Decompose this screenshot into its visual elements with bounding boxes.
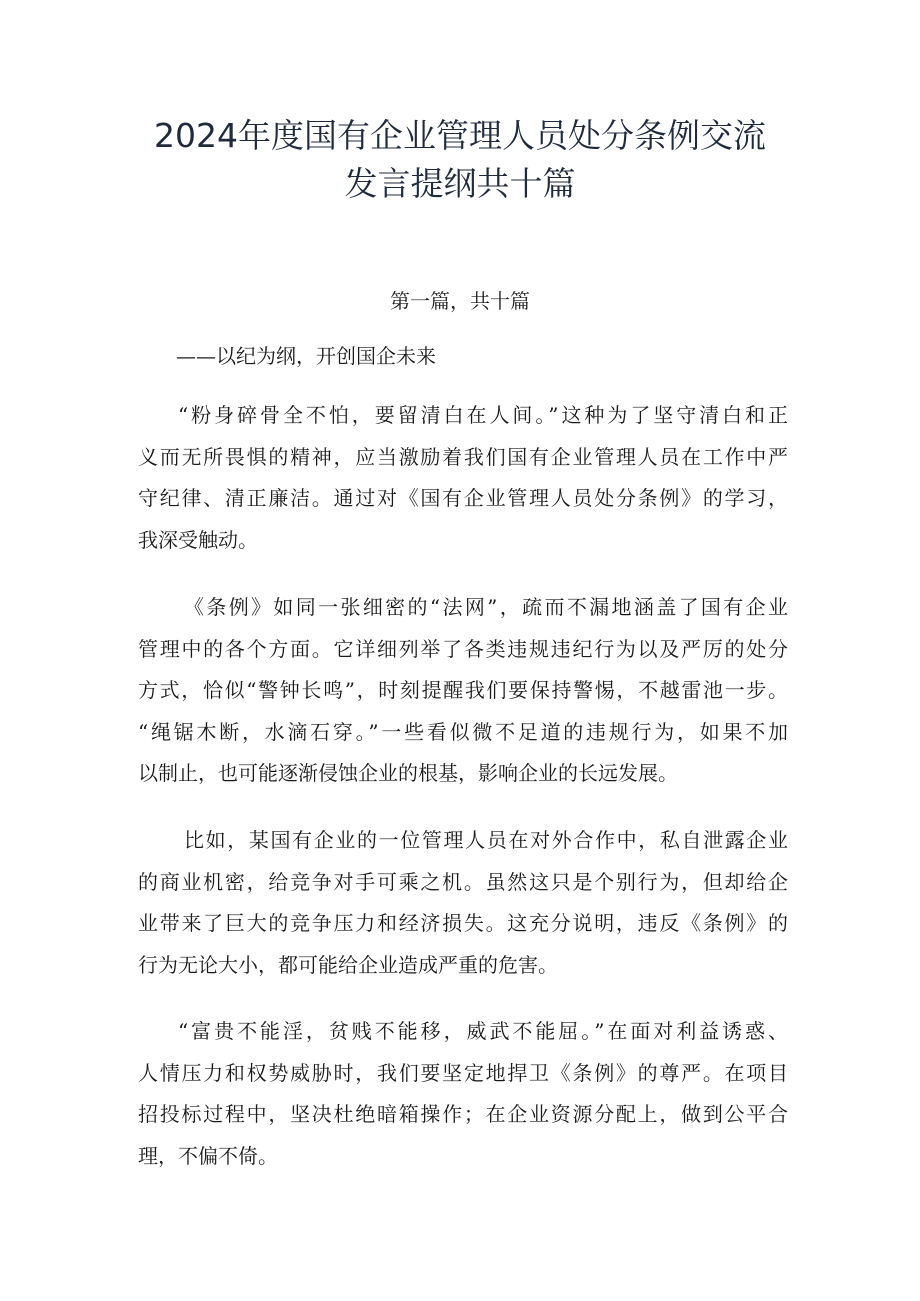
document-title	[0, 112, 920, 208]
paragraph-line: 行为无论大小，都可能给企业造成严重的危害。	[138, 952, 558, 977]
paragraph-line: 招投标过程中，坚决杜绝暗箱操作；在企业资源分配上，做到公平合	[138, 1102, 788, 1126]
paragraph-line: “粉身碎骨全不怕，要留清白在人间。”这种为了坚守清白和正	[178, 403, 788, 427]
section-subtitle: ——以纪为纲，开创国企未来	[176, 344, 436, 368]
paragraph-line: 以制止，也可能逐渐侵蚀企业的根基，影响企业的长远发展。	[138, 761, 678, 785]
paragraph-4	[138, 1011, 788, 1177]
paragraph-2	[138, 587, 788, 795]
paragraph-line: 比如，某国有企业的一位管理人员在对外合作中，私自泄露企业	[184, 828, 788, 852]
paragraph-line: 《条例》如同一张细密的“法网”，疏而不漏地涵盖了国有企业	[184, 595, 788, 619]
paragraph-line: “绳锯木断，水滴石穿。”一些看似微不足道的违规行为，如果不加	[138, 719, 788, 744]
paragraph-1	[138, 395, 788, 561]
paragraph-3	[138, 820, 788, 986]
paragraph-line: 我深受触动。	[138, 527, 258, 552]
section-heading: 第一篇，共十篇	[390, 289, 530, 313]
paragraph-line: “富贵不能淫，贫贱不能移，威武不能屈。”在面对利益诱惑、	[178, 1019, 788, 1043]
paragraph-line: 方式，恰似“警钟长鸣”，时刻提醒我们要保持警惕，不越雷池一步。	[138, 678, 788, 702]
paragraph-line: 管理中的各个方面。它详细列举了各类违规违纪行为以及严厉的处分	[138, 636, 788, 661]
paragraph-line: 理，不偏不倚。	[138, 1143, 278, 1168]
title-line-2: 发言提纲共十篇	[344, 164, 576, 203]
paragraph-line: 守纪律、清正廉洁。通过对《国有企业管理人员处分条例》的学习，	[138, 486, 788, 510]
title-line-1: 2024年度国有企业管理人员处分条例交流	[154, 116, 766, 155]
paragraph-line: 人情压力和权势威胁时，我们要坚定地捍卫《条例》的尊严。在项目	[138, 1060, 788, 1085]
paragraph-line: 义而无所畏惧的精神，应当激励着我们国有企业管理人员在工作中严	[138, 444, 788, 469]
paragraph-line: 业带来了巨大的竞争压力和经济损失。这充分说明，违反《条例》的	[138, 911, 788, 935]
paragraph-line: 的商业机密，给竞争对手可乘之机。虽然这只是个别行为，但却给企	[138, 869, 788, 894]
